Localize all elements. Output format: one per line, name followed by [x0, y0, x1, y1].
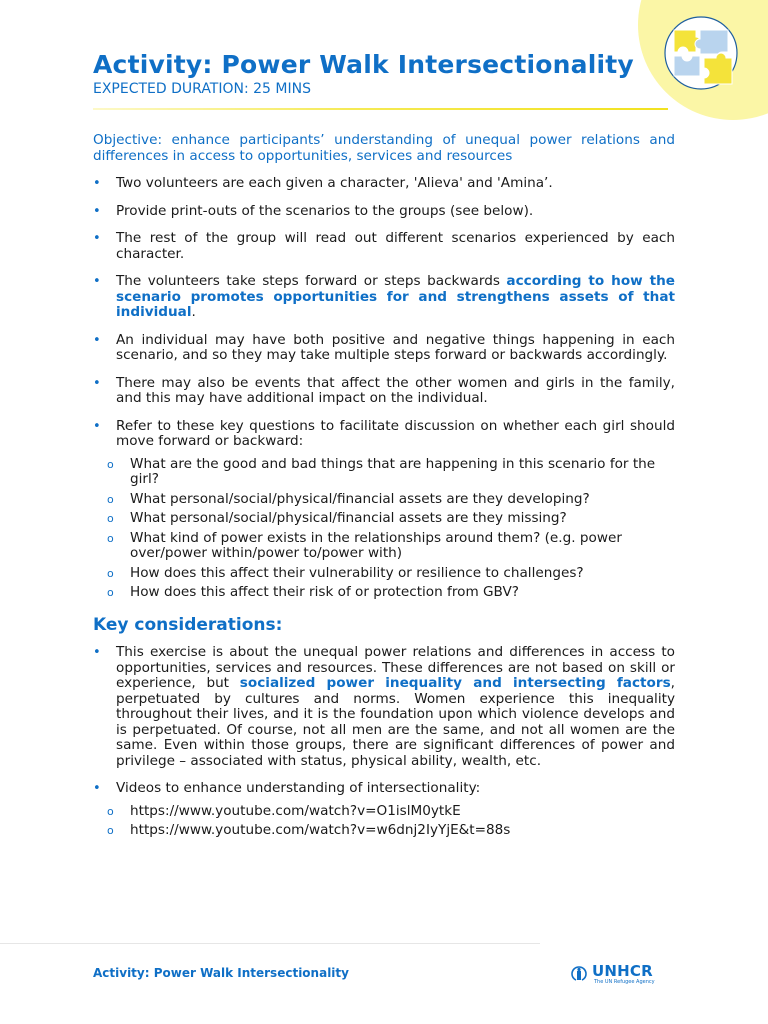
circle-bullet-icon: o — [107, 531, 114, 545]
key-considerations-heading: Key considerations: — [93, 614, 283, 635]
circle-bullet-icon: o — [107, 804, 114, 818]
question-item: o What are the good and bad things that are happening in this scenario for the girl? — [107, 455, 656, 487]
circle-bullet-icon: o — [107, 492, 114, 506]
question-item: o What kind of power exists in the relationships around them? (e.g. power over/power within/power to/power with) — [107, 529, 622, 561]
video-link[interactable]: https://www.youtube.com/watch?v=O1islM0ytkE — [130, 802, 461, 819]
title-divider — [93, 108, 668, 110]
puzzle-icon — [660, 16, 742, 90]
bullet-icon: • — [93, 332, 101, 348]
list-item: The rest of the group will read out different scenarios experienced by each character. • — [93, 230, 675, 262]
unhcr-logo-icon — [568, 965, 590, 981]
video-link[interactable]: https://www.youtube.com/watch?v=w6dnj2IyYjE&t=88s — [130, 822, 511, 838]
emphasis-text: according to how the scenario promotes opportunities for and strengthens assets of that individual — [116, 273, 676, 320]
logo-tagline: The UN Refugee Agency — [594, 979, 655, 985]
circle-bullet-icon: o — [107, 512, 114, 525]
circle-bullet-icon: o — [107, 586, 114, 599]
bullet-icon: • — [93, 781, 101, 796]
bullet-icon: • — [93, 375, 101, 391]
circle-bullet-icon: o — [107, 824, 114, 837]
page-title: Activity: Power Walk Intersectionality — [93, 50, 634, 79]
unhcr-logo — [568, 962, 668, 990]
list-item: • Two volunteers are each given a character, 'Alieva' and 'Amina’. — [93, 175, 553, 191]
bullet-icon: • — [93, 274, 101, 289]
video-link-item[interactable] — [93, 804, 675, 820]
list-item: • Videos to enhance understanding of intersectionality: o https://www.youtube.com/watch?v=O1islM0ytkE o https://www.youtube.com/watch?v=w6dnj2IyYjE&t=88s — [93, 781, 675, 839]
list-item: • An individual may have both positive and negative things happening in each scenario, and so they may take multiple steps forward or backwards accordingly. — [93, 331, 675, 363]
bullet-icon: • — [93, 176, 101, 191]
logo-name: UNHCR — [592, 962, 653, 980]
video-links — [93, 804, 675, 839]
footer-title: Activity: Power Walk Intersectionality — [93, 966, 349, 980]
list-item: • This exercise is about the unequal power relations and differences in access to opportunities, services and resources. These differences are not based on skill or experience, but socialized power inequality and intersecting factors, perpetuated by cultures and norms. Women experience this inequality throughout their lives, and it is the foundation upon which violence develops and is perpetuated. Of course, not all men are the same, and not all women are the same. Even within those groups, there are significant differences of power and privilege – associated with status, physical ability, wealth, etc. — [93, 644, 675, 769]
list-item: • There may also be events that affect the other women and girls in the family, and this may have additional impact on the individual. — [93, 374, 675, 406]
question-item: o How does this affect their vulnerability or resilience to challenges? — [107, 564, 584, 581]
video-link-item[interactable] — [93, 823, 675, 839]
question-item: o How does this affect their risk of or protection from GBV? — [107, 584, 519, 600]
bullet-icon: • — [93, 231, 101, 246]
list-item: • Provide print-outs of the scenarios to the groups (see below). — [93, 202, 534, 219]
expected-duration: EXPECTED DURATION: 25 MINS — [93, 81, 311, 97]
activity-steps — [93, 176, 675, 601]
list-item: • Refer to these key questions to facilitate discussion on whether each girl should move forward or backward: o What are the good and bad things that are happening in this scenario for the girl? o What personal/social/physical/financial assets are they developing? o What personal/social/physical/financial assets are they missing? o What kind of power exists in the relationships around them? (e.g. power over/power within/power to/power with) o How does this affect their vulnerability or resilience to challenges? o How does this affect their risk of or protection from GBV? — [93, 417, 675, 600]
key-questions — [93, 457, 675, 601]
question-item: o What personal/social/physical/financial assets are they missing? — [107, 510, 567, 526]
main-content — [93, 133, 675, 843]
objective-text: Objective: enhance participants’ understanding of unequal power relations and differences in access to opportunities, services and resources — [93, 132, 675, 164]
emphasis-text: socialized power inequality and intersecting factors — [239, 675, 671, 691]
circle-bullet-icon: o — [107, 457, 114, 471]
footer-divider — [0, 943, 540, 944]
bullet-icon: • — [93, 203, 101, 219]
list-item: • The volunteers take steps forward or steps backwards according to how the scenario promotes opportunities for and strengthens assets of that individual. — [93, 273, 676, 320]
key-considerations-list — [93, 645, 675, 839]
question-item: o What personal/social/physical/financial assets are they developing? — [107, 490, 590, 507]
circle-bullet-icon: o — [107, 566, 114, 580]
bullet-icon: • — [93, 418, 101, 434]
bullet-icon: • — [93, 645, 101, 660]
